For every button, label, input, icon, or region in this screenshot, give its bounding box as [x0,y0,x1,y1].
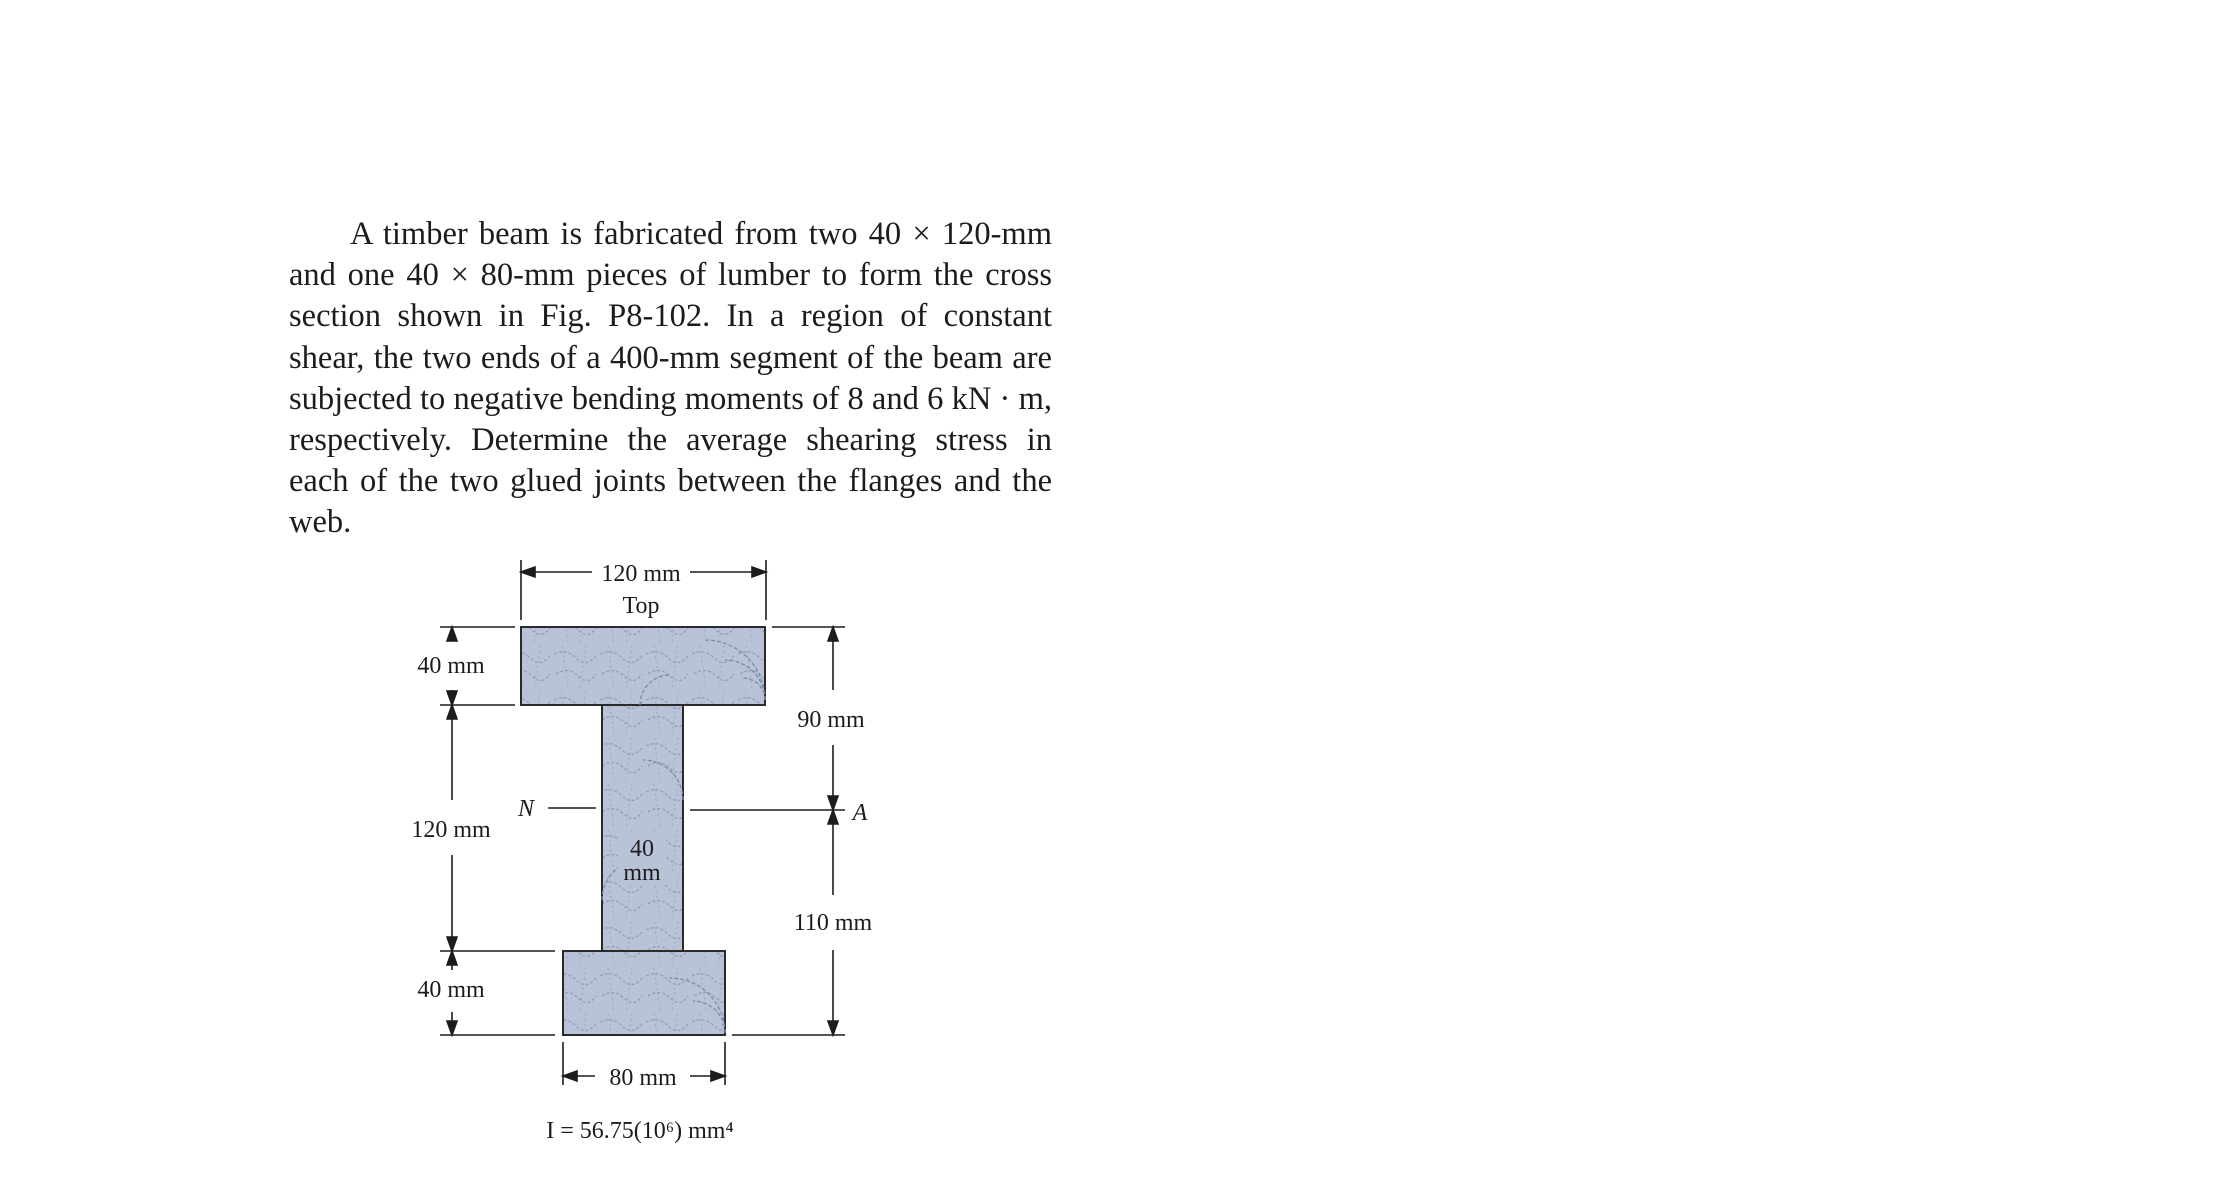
web-width-label-number: 40 [630,836,654,862]
web [602,705,683,951]
web-width-label-unit: mm [623,860,661,886]
dist-top-to-A-label: 90 mm [797,707,865,733]
problem-statement: A timber beam is fabricated from two 40 × 120-mm and one 40 × 80-mm pieces of lumber to form the cross section shown in Fig. P8-102. In a region of constant shear, the two ends of a 400-mm segment of the beam are subjected to negative bending moments of 8 and 6 kN · m, respectively. Determine the average shearing stress in each of the two glued joints between the flanges and the web. [289,216,1052,541]
web-height-label: 120 mm [411,817,491,843]
top-width-label: 120 mm [601,561,681,587]
top-flange-height-label: 40 mm [417,653,485,679]
point-A-label: A [852,800,868,826]
bottom-flange [563,951,725,1035]
bottom-width-label: 80 mm [609,1065,677,1091]
neutral-axis-label: N [517,796,535,822]
top-label: Top [622,593,660,619]
moment-of-inertia-label: I = 56.75(10⁶) mm⁴ [546,1118,734,1144]
dist-A-to-bottom-label: 110 mm [793,910,873,936]
bottom-flange-height-label: 40 mm [417,977,485,1003]
